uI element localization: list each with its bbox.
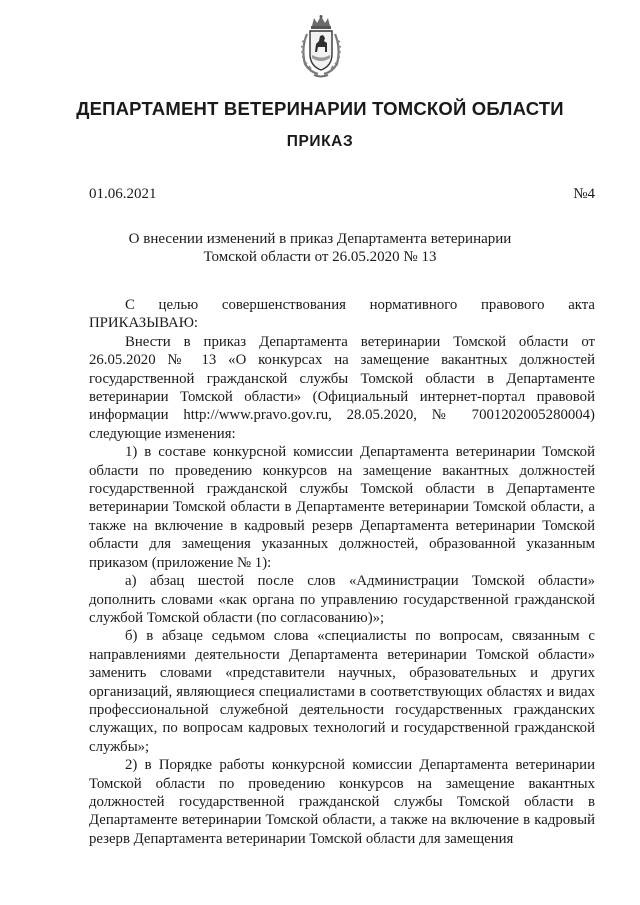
document-subject xyxy=(0,230,640,266)
organization-title: ДЕПАРТАМЕНТ ВЕТЕРИНАРИИ ТОМСКОЙ ОБЛАСТИ xyxy=(76,98,564,119)
subject-line: Томской области от 26.05.2020 № 13 xyxy=(203,249,437,265)
document-date: 01.06.2021 xyxy=(89,186,157,202)
body-paragraph: 2) в Порядке работы конкурсной комиссии Департамента ветеринарии Томской области по проведению конкурсов на замещение вакантных должностей государственной гражданской службы Томской области в Департаменте ветеринарии Томской области, а также на включение в кадровый резерв Департамента ветеринарии Томской области для замещения xyxy=(89,757,595,847)
body-paragraph: б) в абзаце седьмом слова «специалисты по вопросам, связанным с направлениями деятельности Департамента ветеринарии Томской области» заменить словами «представители научных, образовательных и других организаций, являющиеся специалистами в соответствующих областях и видах профессиональной служебной деятельности государственных гражданских служащих, по вопросам кадровых технологий и государственной гражданской службы»; xyxy=(89,628,595,755)
document-type: ПРИКАЗ xyxy=(286,133,354,150)
document-number: №4 xyxy=(573,186,595,202)
document-body xyxy=(89,296,595,848)
body-paragraph: а) абзац шестой после слов «Администрации Томской области» дополнить словами «как органа по управлению государственной гражданской службой Томской области (по согласованию)»; xyxy=(89,573,595,626)
body-paragraph: Внести в приказ Департамента ветеринарии Томской области от 26.05.2020 № 13 «О конкурсах на замещение вакантных должностей государственной гражданской службы Томской области в Департаменте ветеринарии Томской области» (Официальный интернет-портал правовой информации http://www.pravo.gov.ru, 28.05.2020, № 7001202005280004) следующие изменения: xyxy=(89,333,595,442)
body-paragraph: С целью совершенствования нормативного правового акта ПРИКАЗЫВАЮ: xyxy=(89,297,595,332)
coat-of-arms-icon xyxy=(298,14,344,80)
body-paragraph: 1) в составе конкурсной комиссии Департамента ветеринарии Томской области по проведению конкурсов на замещение вакантных должностей государственной гражданской службы Томской области в Департаменте ветеринарии Томской области в Департаменте ветеринарии Томской области, а также на включение в кадровый резерв Департамента ветеринарии Томской области для замещения указанных должностей, образованной указанным приказом (приложение № 1): xyxy=(89,444,595,571)
subject-line: О внесении изменений в приказ Департамента ветеринарии xyxy=(128,231,512,247)
